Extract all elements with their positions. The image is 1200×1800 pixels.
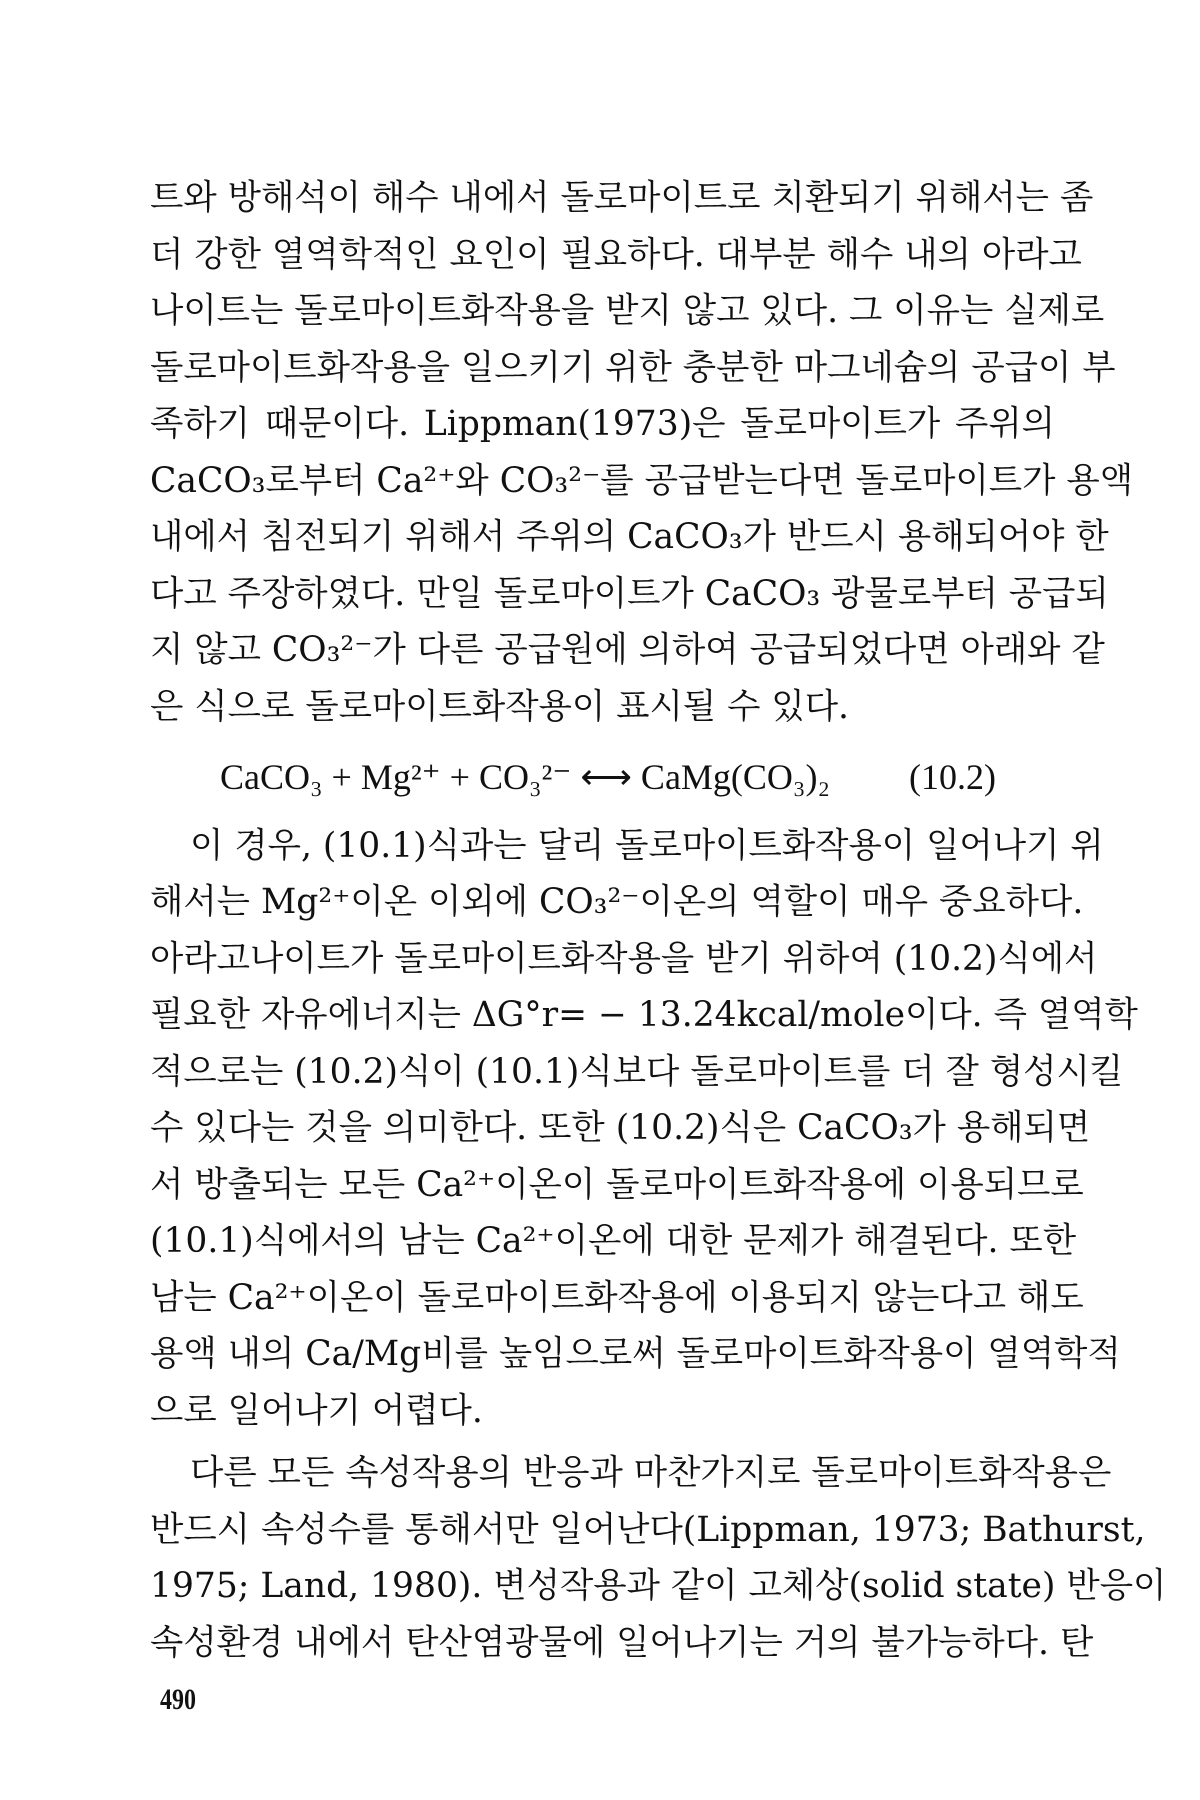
- text-line: 필요한 자유에너지는 ΔG°r= − 13.24kcal/mole이다. 즉 열역학: [150, 995, 1138, 1035]
- text-line: 돌로마이트화작용을 일으키기 위한 충분한 마그네슘의 공급이 부: [150, 347, 1116, 388]
- text-line: 다고 주장하였다. 만일 돌로마이트가 CaCO₃ 광물로부터 공급되: [150, 573, 1109, 614]
- page-number: 490: [160, 1683, 196, 1716]
- text-line: 속성환경 내에서 탄산염광물에 일어나기는 거의 불가능하다. 탄: [150, 1622, 1094, 1663]
- text-line: 나이트는 돌로마이트화작용을 받지 않고 있다. 그 이유는 실제로: [150, 291, 1105, 331]
- text-line: 이 경우, (10.1)식과는 달리 돌로마이트화작용이 일어나기 위: [190, 825, 1104, 866]
- paragraph-3: [150, 1445, 1167, 1671]
- text-line: 더 강한 열역학적인 요인이 필요하다. 대부분 해수 내의 아라고: [150, 234, 1082, 275]
- text-line: 아라고나이트가 돌로마이트화작용을 받기 위하여 (10.2)식에서: [150, 938, 1098, 979]
- text-line: 지 않고 CO₃²⁻가 다른 공급원에 의하여 공급되었다면 아래와 같: [150, 630, 1105, 670]
- text-line: 반드시 속성수를 통해서만 일어난다(Lippman, 1973; Bathurst,: [150, 1509, 1146, 1550]
- text-line: 용액 내의 Ca/Mg비를 높임으로써 돌로마이트화작용이 열역학적: [150, 1334, 1121, 1374]
- text-line: 1975; Land, 1980). 변성작용과 같이 고체상(solid state) 반응이: [150, 1566, 1167, 1606]
- text-line: 트와 방해석이 해수 내에서 돌로마이트로 치환되기 위해서는 좀: [150, 178, 1094, 218]
- text-line: (10.1)식에서의 남는 Ca²⁺이온에 대한 문제가 해결된다. 또한: [150, 1221, 1077, 1261]
- text-line: 족하기 때문이다. Lippman(1973)은 돌로마이트가 주위의: [150, 404, 1055, 444]
- text-line: 다른 모든 속성작용의 반응과 마찬가지로 돌로마이트화작용은: [190, 1453, 1112, 1493]
- paragraph-1: [150, 170, 1134, 735]
- paragraph-2: [150, 818, 1138, 1440]
- text-line: 적으로는 (10.2)식이 (10.1)식보다 돌로마이트를 더 잘 형성시킬: [150, 1051, 1124, 1092]
- text-line: 내에서 침전되기 위해서 주위의 CaCO₃가 반드시 용해되어야 한: [150, 517, 1109, 557]
- text-line: CaCO₃로부터 Ca²⁺와 CO₃²⁻를 공급받는다면 돌로마이트가 용액: [150, 460, 1134, 501]
- text-line: 수 있다는 것을 의미한다. 또한 (10.2)식은 CaCO₃가 용해되면: [150, 1108, 1091, 1148]
- chemical-equation: [150, 749, 1055, 806]
- body-text: [150, 170, 1167, 1671]
- equation-number: (10.2): [909, 757, 996, 797]
- text-line: 으로 일어나기 어렵다.: [150, 1390, 483, 1431]
- text-line: 해서는 Mg²⁺이온 이외에 CO₃²⁻이온의 역할이 매우 중요하다.: [150, 882, 1084, 922]
- equation-formula: CaCO₃ + Mg²⁺ + CO₃²⁻ ⟷ CaMg(CO₃)₂: [220, 757, 831, 797]
- text-line: 은 식으로 돌로마이트화작용이 표시될 수 있다.: [150, 686, 850, 727]
- text-line: 남는 Ca²⁺이온이 돌로마이트화작용에 이용되지 않는다고 해도: [150, 1277, 1084, 1318]
- text-line: 서 방출되는 모든 Ca²⁺이온이 돌로마이트화작용에 이용되므로: [150, 1164, 1084, 1205]
